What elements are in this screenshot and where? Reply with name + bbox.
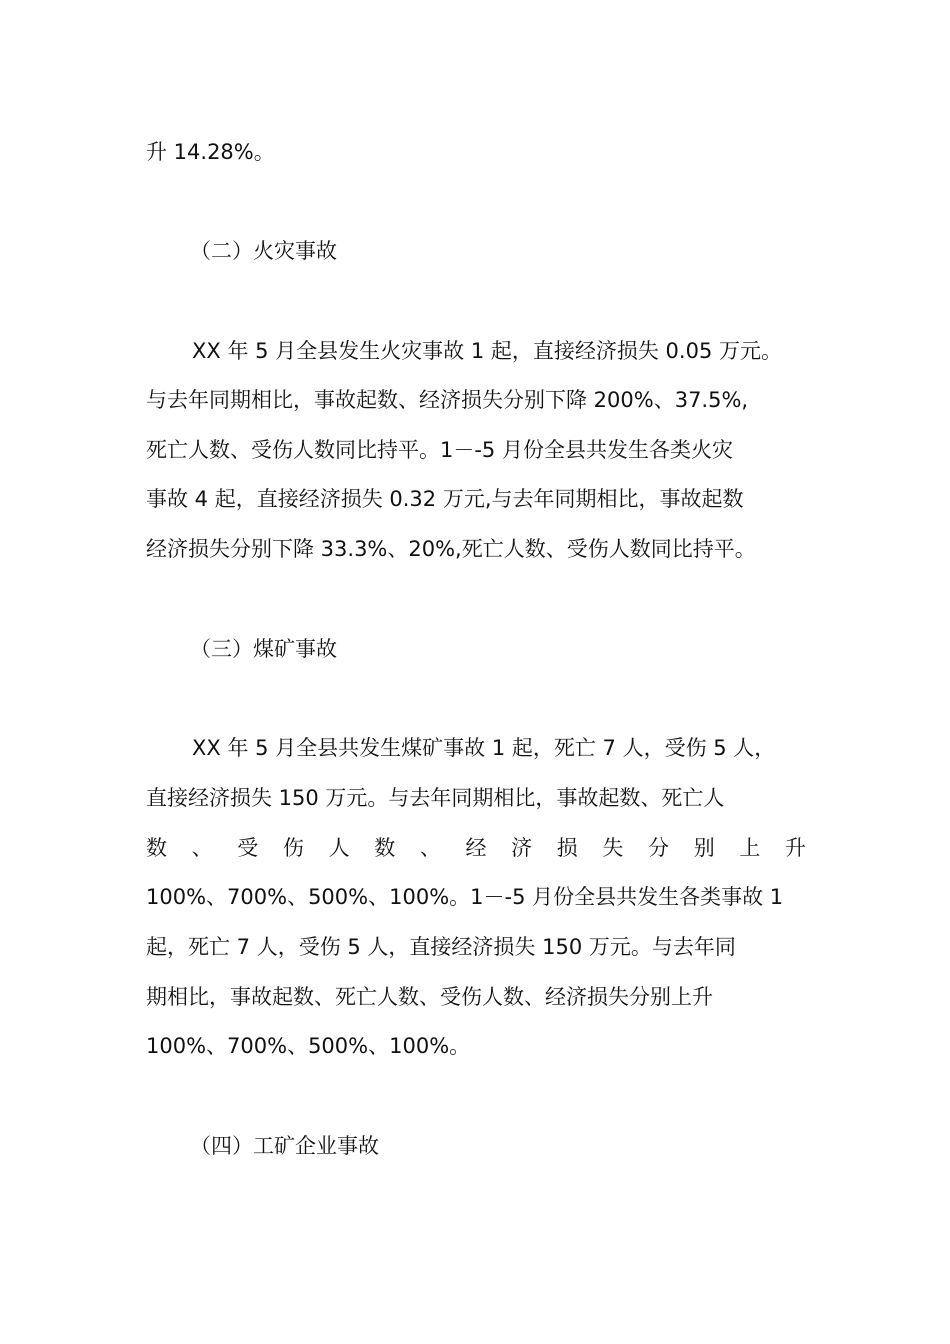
justified-char: 分: [648, 836, 670, 860]
coal-paragraph-line: XX 年 5 月全县共发生煤矿事故 1 起，死亡 7 人，受伤 5 人，: [192, 736, 776, 760]
justified-char: 上: [739, 836, 761, 860]
justified-char: 升: [784, 836, 806, 860]
justified-char: 失: [602, 836, 624, 860]
section-heading-coal: （三）煤矿事故: [190, 637, 337, 661]
coal-paragraph-line: 直接经济损失 150 万元。与去年同期相比，事故起数、死亡人: [146, 786, 725, 810]
coal-paragraph-line: 100%、700%、500%、100%。1－-5 月份全县共发生各类事故 1: [146, 885, 784, 909]
justified-char: 经: [465, 836, 487, 860]
coal-paragraph-line: 100%、700%、500%、100%。: [146, 1034, 471, 1058]
fire-paragraph-line: 死亡人数、受伤人数同比持平。1－-5 月份全县共发生各类火灾: [146, 438, 733, 462]
justified-char: 受: [237, 836, 259, 860]
fire-paragraph-line: XX 年 5 月全县发生火灾事故 1 起，直接经济损失 0.05 万元。: [192, 339, 782, 363]
section-heading-industrial: （四）工矿企业事故: [190, 1134, 379, 1158]
justified-char: 人: [328, 836, 350, 860]
fire-paragraph-line: 经济损失分别下降 33.3%、20%,死亡人数、受伤人数同比持平。: [146, 537, 756, 561]
justified-char: 数: [374, 836, 396, 860]
justified-char: 损: [556, 836, 578, 860]
justified-char: 、: [191, 836, 213, 860]
coal-paragraph-line-justified: [146, 833, 806, 863]
carryover-text: 升 14.28%。: [146, 140, 275, 164]
fire-paragraph-line: 与去年同期相比，事故起数、经济损失分别下降 200%、37.5%,: [146, 388, 749, 412]
justified-char: 、: [419, 836, 441, 860]
justified-char: 数: [146, 836, 167, 860]
justified-char: 别: [693, 836, 715, 860]
section-heading-fire: （二）火灾事故: [190, 239, 337, 263]
fire-paragraph-line: 事故 4 起，直接经济损失 0.32 万元,与去年同期相比，事故起数: [146, 487, 744, 511]
coal-paragraph-line: 起，死亡 7 人，受伤 5 人，直接经济损失 150 万元。与去年同: [146, 935, 736, 959]
coal-paragraph-line: 期相比，事故起数、死亡人数、受伤人数、经济损失分别上升: [146, 985, 713, 1009]
justified-char: 济: [511, 836, 533, 860]
justified-char: 伤: [282, 836, 304, 860]
